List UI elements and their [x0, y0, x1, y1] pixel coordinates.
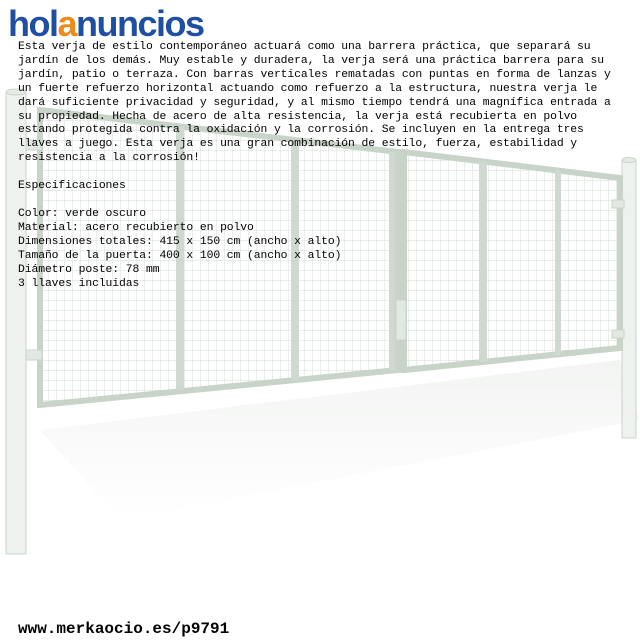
spec-overall-dimensions: Dimensiones totales: 415 x 150 cm (ancho x alto) [18, 235, 342, 248]
holanuncios-logo[interactable] [8, 4, 204, 44]
spec-door-size: Tamaño de la puerta: 400 x 100 cm (ancho x alto) [18, 249, 342, 262]
product-description-block [18, 41, 628, 292]
spec-color: Color: verde oscuro [18, 208, 146, 221]
logo-text-part-2: a [57, 3, 77, 44]
spec-material: Material: acero recubierto en polvo [18, 221, 254, 234]
spec-post-diameter: Diámetro poste: 78 mm [18, 263, 160, 276]
specs-title: Especificaciones [18, 180, 126, 193]
logo-text-part-3: nuncios [76, 3, 204, 44]
footer-url-link[interactable]: www.merkaocio.es/p9791 [18, 620, 230, 638]
spec-keys: 3 llaves incluidas [18, 277, 140, 290]
specs-list [18, 208, 628, 291]
product-description: Esta verja de estilo contemporáneo actuará como una barrera práctica, que separará su jardín de los demás. Muy estable y duradera, la verja será una práctica barrera para su jardín, patio o terraza. Con barras verticales rematadas con puntas en forma de lanzas y un fuerte refuerzo horizontal actuando como refuerzo a la estructura, nuestra verja le dará suficiente privacidad y seguridad, y al mismo tiempo tendrá una magnífica entrada a su propiedad. Hecha de acero de alta resistencia, la verja está recubierta en polvo estando protegida contra la oxidación y la corrosión. Se incluyen en la entrega tres llaves a juego. Esta verja es una gran combinación de estilo, fuerza, estabilidad y resistencia a la corrosión! [18, 41, 611, 165]
logo-text-part-1: hol [8, 3, 58, 44]
